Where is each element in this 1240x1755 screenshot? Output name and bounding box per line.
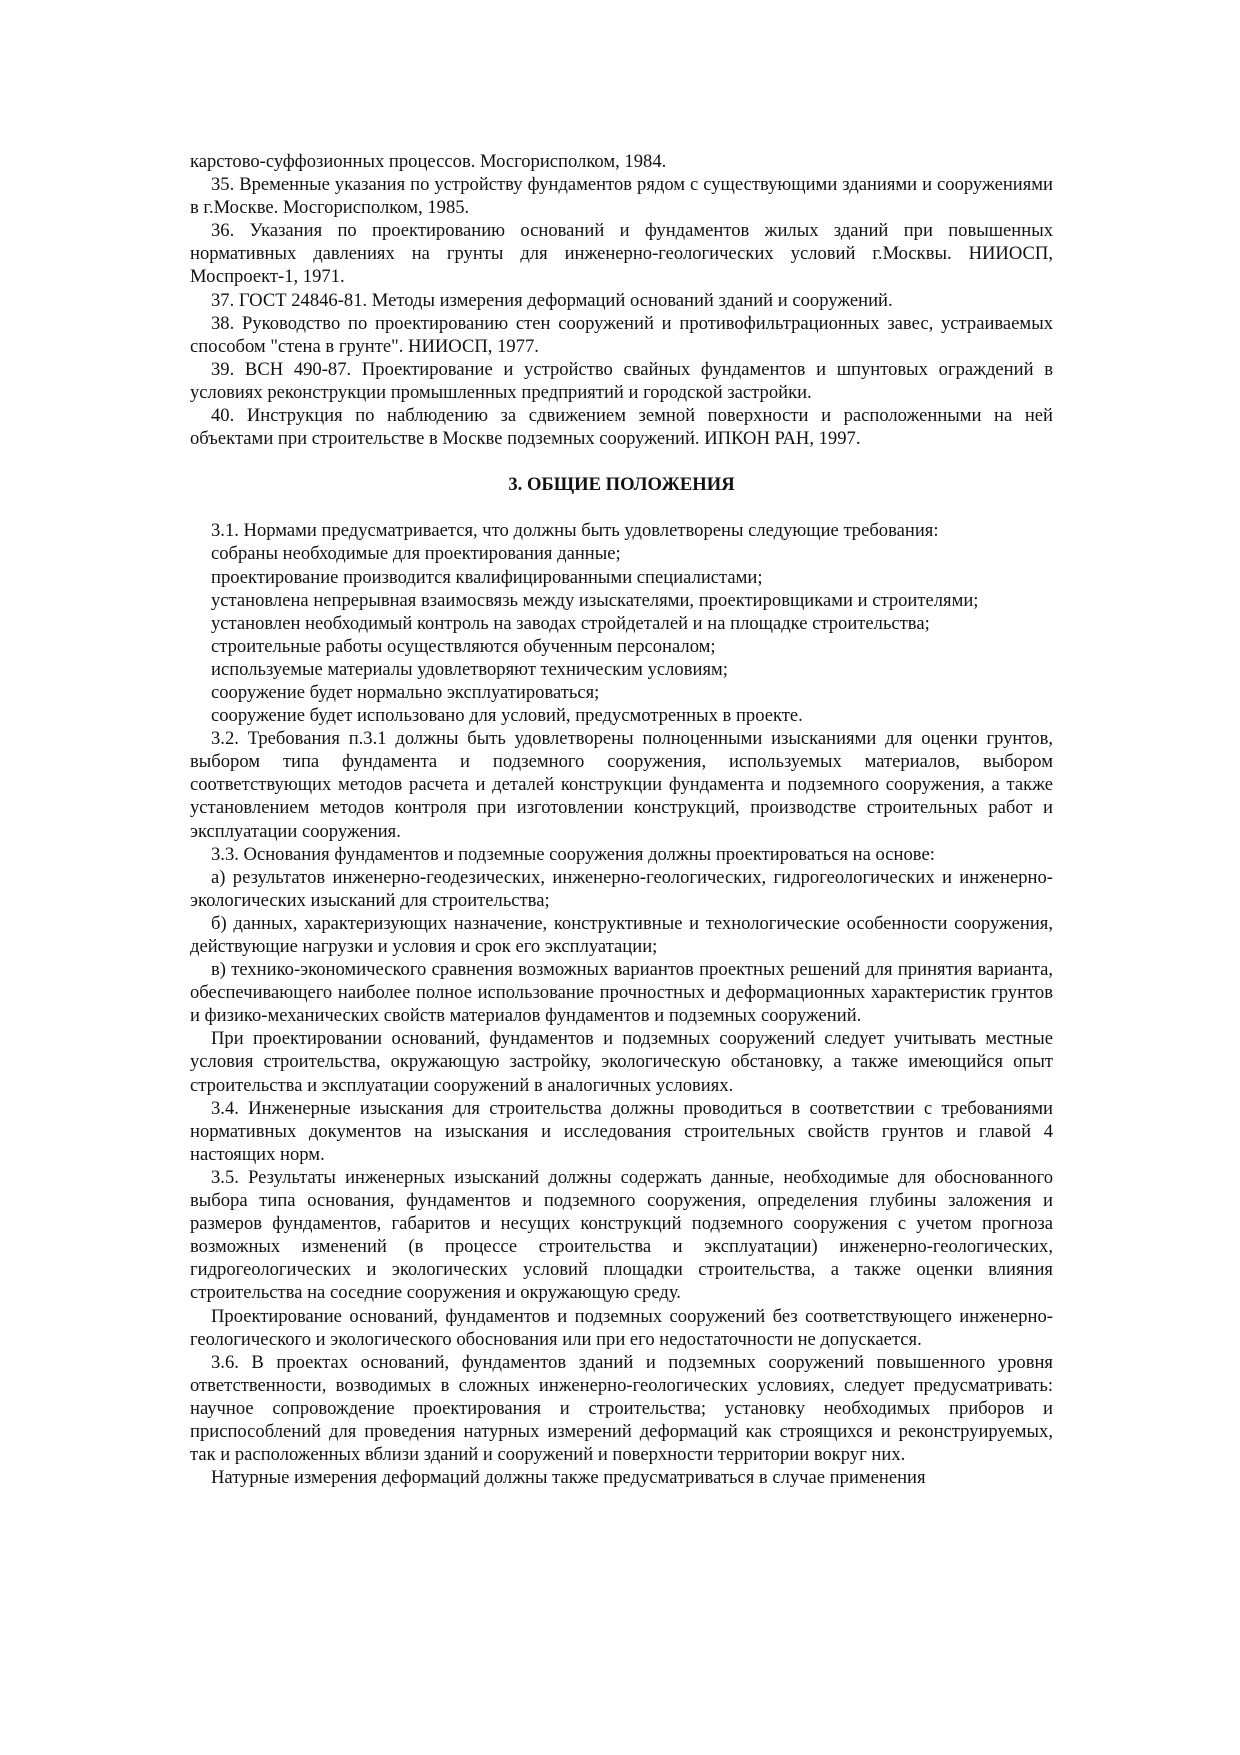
- section-title: 3. ОБЩИЕ ПОЛОЖЕНИЯ: [508, 474, 735, 496]
- reference-item: карстово-суффозионных процессов. Мосгорисполком, 1984.: [190, 151, 667, 172]
- paragraph: б) данных, характеризующих назначение, конструктивные и технологические особенности сооружения, действующие нагрузки и условия и срок его эксплуатации;: [190, 912, 1053, 957]
- paragraph: 3.3. Основания фундаментов и подземные сооружения должны проектироваться на основе:: [211, 843, 935, 865]
- paragraph: Проектирование оснований, фундаментов и подземных сооружений без соответствующего инженерно-геологического и экологического обоснования или при его недостаточности не допускается.: [190, 1305, 1053, 1350]
- paragraph: сооружение будет нормально эксплуатироваться;: [211, 681, 600, 703]
- paragraph: собраны необходимые для проектирования данные;: [211, 543, 621, 565]
- reference-item: 37. ГОСТ 24846-81. Методы измерения деформаций оснований зданий и сооружений.: [211, 289, 893, 311]
- paragraph: установлен необходимый контроль на заводах стройдеталей и на площадке строительства;: [211, 612, 930, 634]
- reference-item: 35. Временные указания по устройству фундаментов рядом с существующими зданиями и сооружениями в г.Москве. Мосгорисполком, 1985.: [190, 174, 1053, 219]
- paragraph: а) результатов инженерно-геодезических, инженерно-геологических, гидрогеологических и инженерно-экологических изысканий для строительства;: [190, 866, 1053, 911]
- paragraph: 3.4. Инженерные изыскания для строительства должны проводиться в соответствии с требованиями нормативных документов на изыскания и исследования строительных свойств грунтов и главой 4 настоящих норм.: [190, 1097, 1053, 1165]
- paragraph: строительные работы осуществляются обученным персоналом;: [211, 635, 716, 657]
- reference-item: 38. Руководство по проектированию стен сооружений и противофильтрационных завес, устраиваемых способом "стена в грунте". НИИОСП, 1977.: [190, 312, 1053, 357]
- reference-item: 40. Инструкция по наблюдению за сдвижением земной поверхности и расположенными на ней объектами при строительстве в Москве подземных сооружений. ИПКОН РАН, 1997.: [190, 405, 1053, 450]
- paragraph: 3.1. Нормами предусматривается, что должны быть удовлетворены следующие требования:: [211, 520, 939, 542]
- paragraph: 3.5. Результаты инженерных изысканий должны содержать данные, необходимые для обоснованного выбора типа основания, фундаментов и подземного сооружения, определения глубины заложения и размеров фундаментов, габаритов и несущих конструкций подземного сооружения с учетом прогноза возможных изменений (в процессе строительства и эксплуатации) инженерно-геологических, гидрогеологических и экологических условий площадки строительства, а также оценки влияния строительства на соседние сооружения и окружающую среду.: [190, 1166, 1053, 1304]
- paragraph: 3.2. Требования п.3.1 должны быть удовлетворены полноценными изысканиями для оценки грунтов, выбором типа фундамента и подземного сооружения, используемых материалов, выбором соответствующих методов расчета и деталей конструкции фундамента и подземного сооружения, а также установлением методов контроля при изготовлении конструкций, производстве строительных работ и эксплуатации сооружения.: [190, 728, 1053, 842]
- paragraph: в) технико-экономического сравнения возможных вариантов проектных решений для принятия варианта, обеспечивающего наиболее полное использование прочностных и деформационных характеристик грунтов и физико-механических свойств материалов фундаментов и подземных сооружений.: [190, 959, 1053, 1027]
- paragraph: установлена непрерывная взаимосвязь между изыскателями, проектировщиками и строителями;: [211, 589, 979, 611]
- paragraph: Натурные измерения деформаций должны также предусматриваться в случае применения: [211, 1467, 926, 1489]
- paragraph: сооружение будет использовано для условий, предусмотренных в проекте.: [211, 705, 803, 727]
- paragraph: 3.6. В проектах оснований, фундаментов зданий и подземных сооружений повышенного уровня ответственности, возводимых в сложных инженерно-геологических условиях, следует предусматривать: научное сопровождение проектирования и строительства; установку необходимых приборов и приспособлений для проведения натурных измерений деформаций как строящихся и реконструируемых, так и расположенных вблизи зданий и сооружений и поверхности территории вокруг них.: [190, 1351, 1053, 1466]
- paragraph: При проектировании оснований, фундаментов и подземных сооружений следует учитывать местные условия строительства, окружающую застройку, экологическую обстановку, а также имеющийся опыт строительства и эксплуатации сооружений в аналогичных условиях.: [190, 1028, 1053, 1096]
- paragraph: проектирование производится квалифицированными специалистами;: [211, 566, 763, 588]
- reference-item: 36. Указания по проектированию оснований и фундаментов жилых зданий при повышенных нормативных давлениях на грунты для инженерно-геологических условий г.Москвы. НИИОСП, Моспроект-1, 1971.: [190, 220, 1053, 288]
- document-page: [190, 150, 1053, 1489]
- paragraph: используемые материалы удовлетворяют техническим условиям;: [211, 658, 728, 680]
- reference-item: 39. ВСН 490-87. Проектирование и устройство свайных фундаментов и шпунтовых ограждений в условиях реконструкции промышленных предприятий и городской застройки.: [190, 358, 1053, 403]
